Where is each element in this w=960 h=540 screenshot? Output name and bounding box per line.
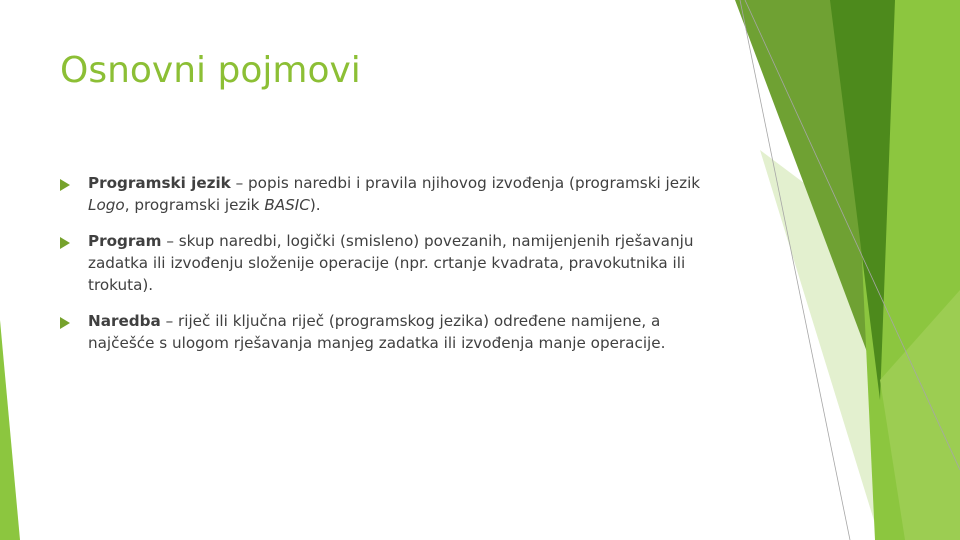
deco-left-sliver: [0, 320, 20, 540]
bullet-term: Naredba: [88, 312, 161, 330]
bullet-italic-text: BASIC: [264, 196, 310, 214]
bullet-program: [60, 230, 720, 296]
bullet-text: – popis naredbi i pravila njihovog izvođenja (programski jezik: [230, 174, 701, 192]
bullet-text: , programski jezik: [124, 196, 265, 214]
bullet-arrow-icon: [60, 179, 70, 191]
slide-title: Osnovni pojmovi: [60, 50, 361, 91]
bullet-text: ).: [309, 196, 321, 214]
bullet-text: – riječ ili ključna riječ (programskog jezika) određene namijene, a najčešće s ulogom rješavanja manjeg zadatka ili izvođenja manje operacije.: [88, 312, 666, 352]
bullet-term: Program: [88, 232, 162, 250]
bullet-programski-jezik: [60, 172, 720, 216]
bullet-text: – skup naredbi, logički (smisleno) povezanih, namijenjenih rješavanju zadatka ili izvođenju složenije operacije (npr. crtanje kvadrata, pravokutnika ili trokuta).: [88, 232, 694, 294]
bullet-term: Programski jezik: [88, 174, 231, 192]
bullet-italic-text: Logo: [88, 196, 125, 214]
bullet-list: [60, 172, 720, 368]
bullet-arrow-icon: [60, 237, 70, 249]
bullet-arrow-icon: [60, 317, 70, 329]
bullet-naredba: [60, 310, 720, 354]
